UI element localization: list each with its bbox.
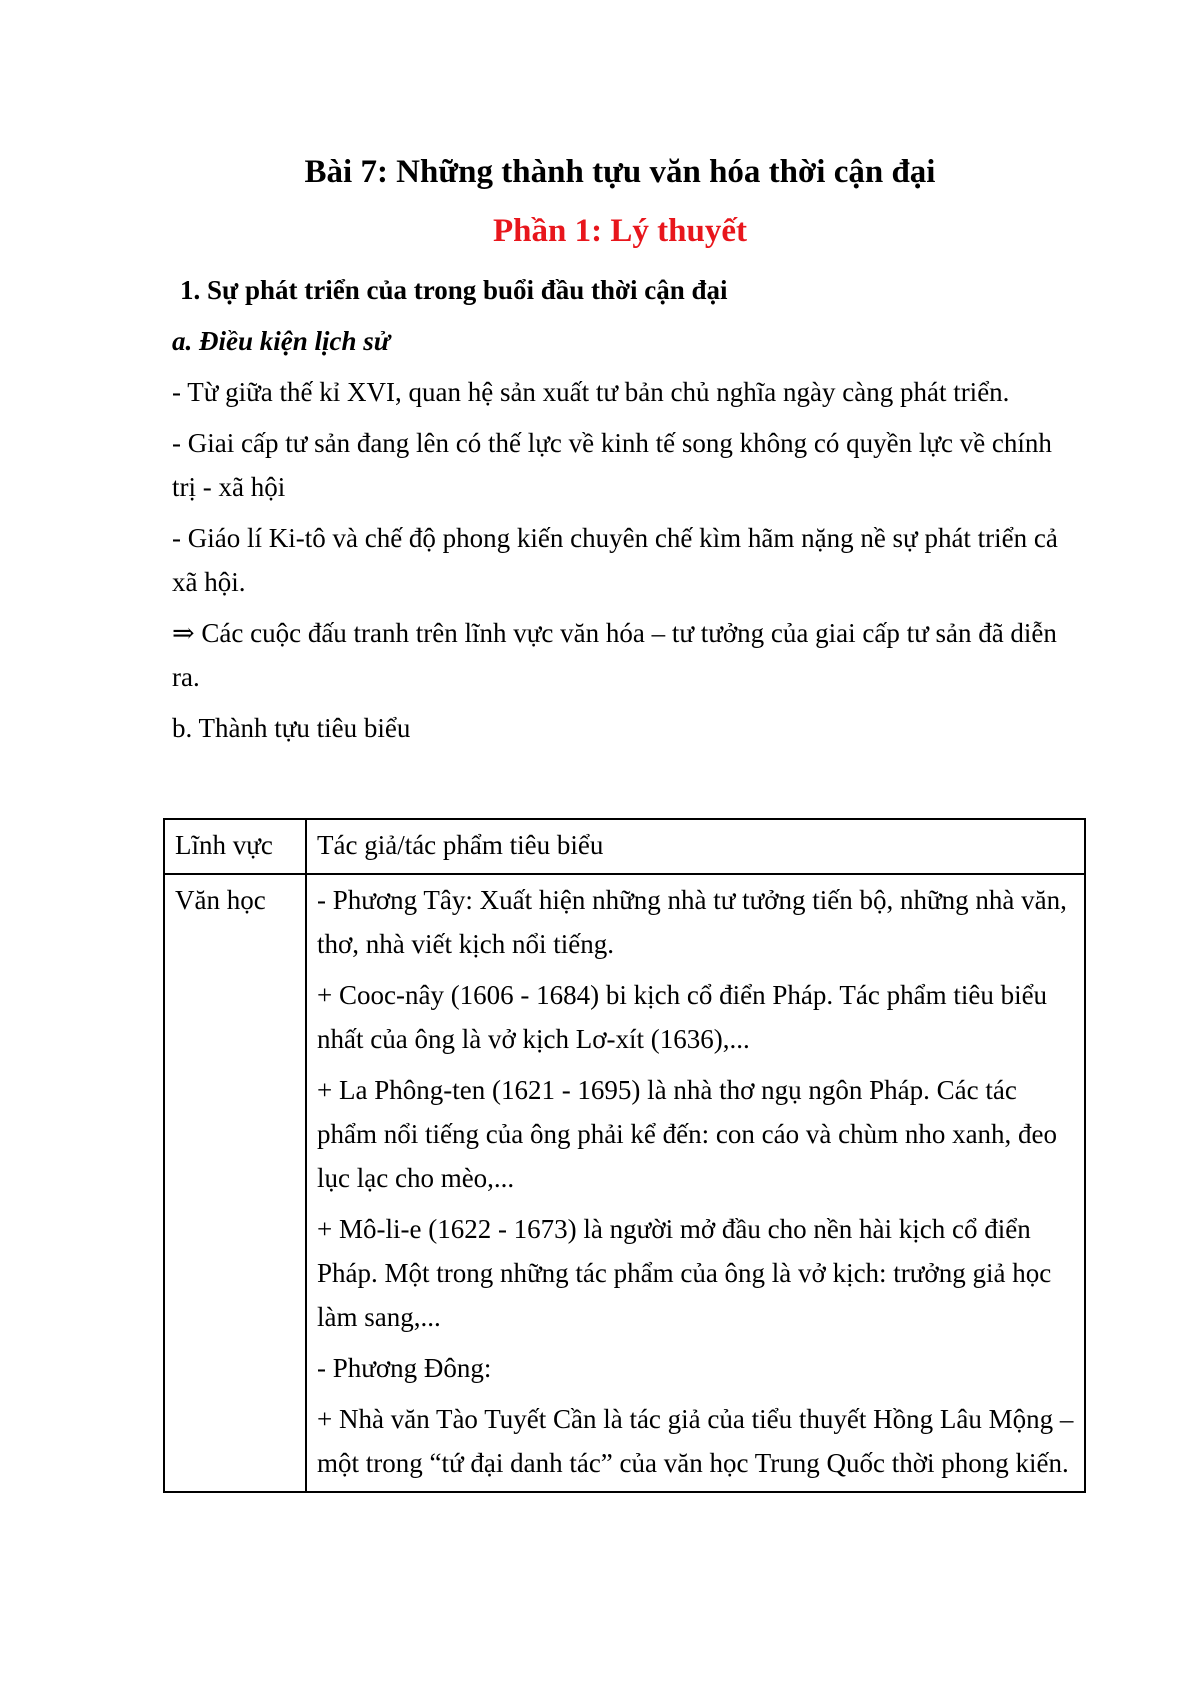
works-item: + Cooc-nây (1606 - 1684) bi kịch cổ điển Pháp. Tác phẩm tiêu biểu nhất của ông là vở kịch Lơ-xít (1636),... [317, 980, 1048, 1054]
paragraph-a-2: - Giai cấp tư sản đang lên có thế lực về kinh tế song không có quyền lực về chính trị - xã hội [172, 428, 1052, 502]
paragraph-a-1: - Từ giữa thế kỉ XVI, quan hệ sản xuất tư bản chủ nghĩa ngày càng phát triển. [172, 377, 1010, 407]
table-header-row [164, 819, 1085, 874]
achievements-table [163, 818, 1086, 1493]
section-part-title: Phần 1: Lý thuyết [493, 213, 747, 249]
table-row [164, 874, 1085, 1492]
table-header-works: Tác giả/tác phẩm tiêu biểu [306, 819, 1085, 874]
works-item: + Mô-li-e (1622 - 1673) là người mở đầu cho nền hài kịch cổ điển Pháp. Một trong những tác phẩm của ông là vở kịch: trưởng giả học làm sang,... [317, 1214, 1052, 1332]
works-item: + La Phông-ten (1621 - 1695) là nhà thơ ngụ ngôn Pháp. Các tác phẩm nổi tiếng của ông phải kể đến: con cáo và chùm nho xanh, đeo lục lạc cho mèo,... [317, 1075, 1058, 1193]
works-item: + Nhà văn Tào Tuyết Cần là tác giả của tiểu thuyết Hồng Lâu Mộng – một trong “tứ đại danh tác” của văn học Trung Quốc thời phong kiến. [317, 1404, 1074, 1478]
section-1-heading: 1. Sự phát triển của trong buổi đầu thời cận đại [180, 275, 728, 305]
works-item: - Phương Đông: [317, 1353, 492, 1383]
paragraph-a-4: ⇒ Các cuộc đấu tranh trên lĩnh vực văn hóa – tư tưởng của giai cấp tư sản đã diễn ra. [172, 618, 1057, 692]
table-header-field: Lĩnh vực [164, 819, 306, 874]
table-cell-field: Văn học [164, 874, 306, 1492]
page-title: Bài 7: Những thành tựu văn hóa thời cận đại [304, 154, 936, 190]
paragraph-a-3: - Giáo lí Ki-tô và chế độ phong kiến chuyên chế kìm hãm nặng nề sự phát triển cả xã hội. [172, 523, 1058, 597]
works-item: - Phương Tây: Xuất hiện những nhà tư tưởng tiến bộ, những nhà văn, thơ, nhà viết kịch nổi tiếng. [317, 885, 1067, 959]
document-body [172, 268, 1072, 757]
subsection-a-heading: a. Điều kiện lịch sử [172, 326, 390, 356]
table-cell-works [306, 874, 1085, 1492]
subsection-b-heading: b. Thành tựu tiêu biểu [172, 713, 411, 743]
